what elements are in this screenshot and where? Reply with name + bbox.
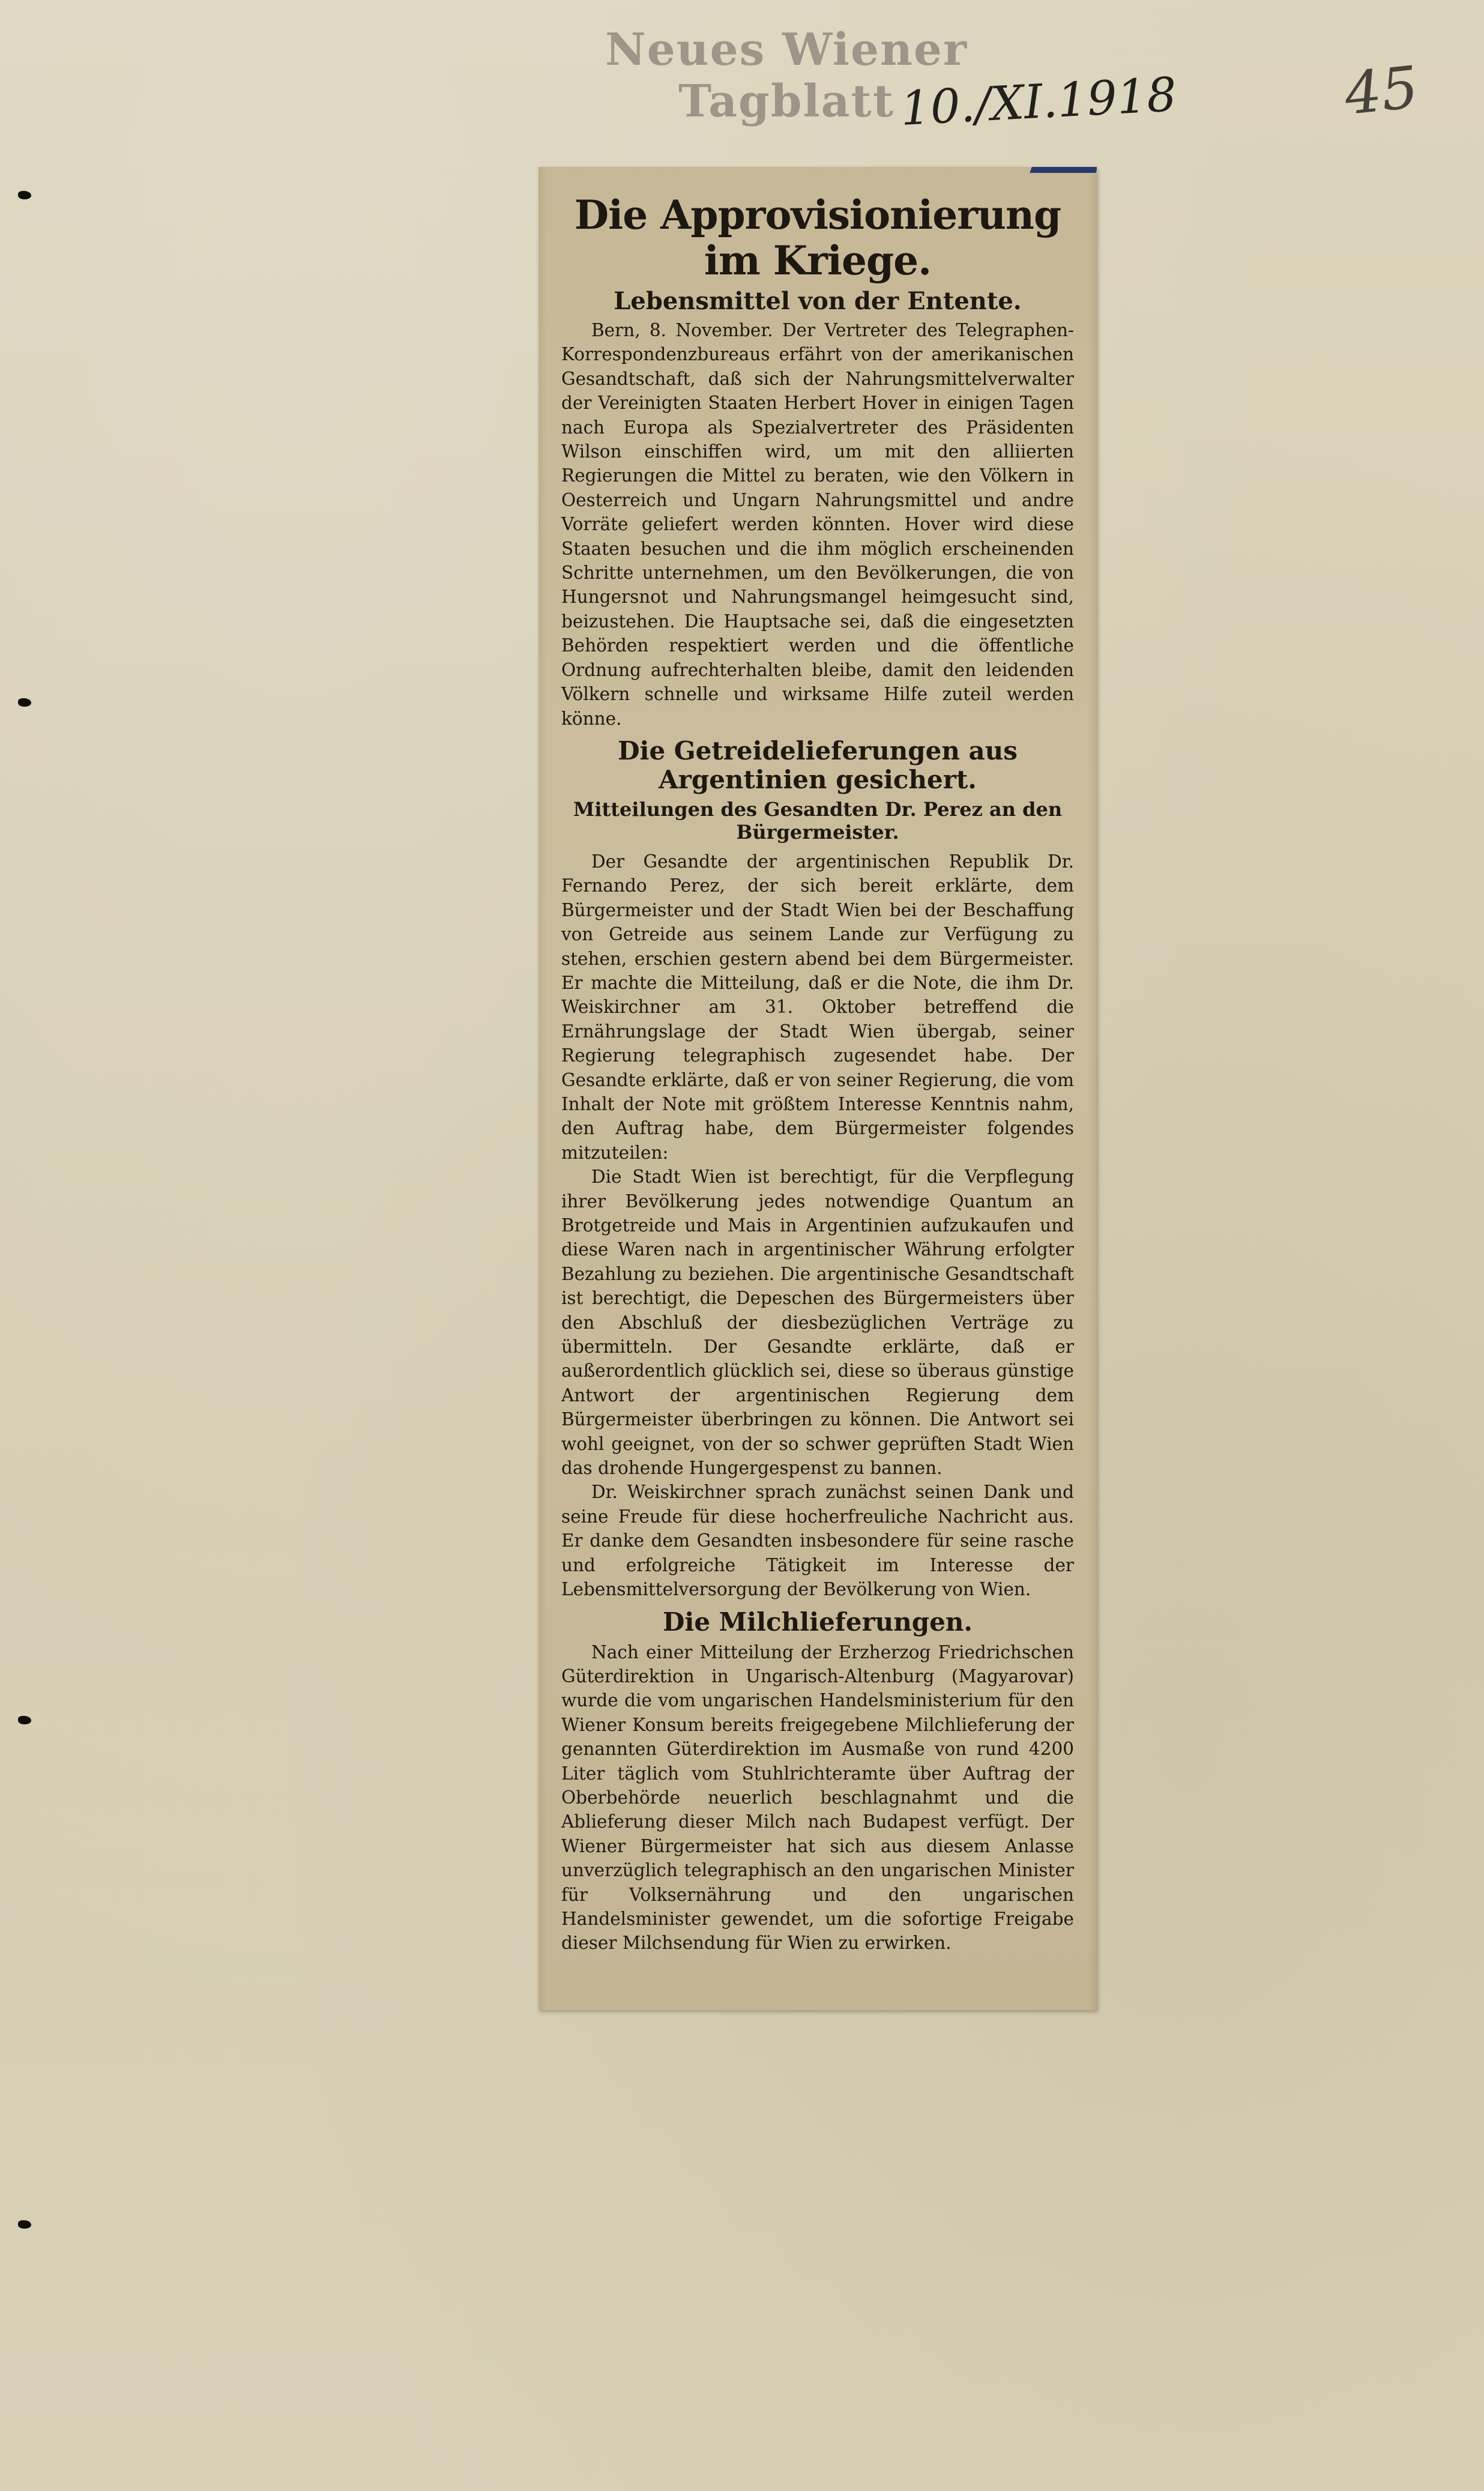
newspaper-clipping (538, 167, 1097, 2010)
section-argentina-grain (561, 737, 1074, 1602)
handwritten-date: 10./XI.1918 (899, 68, 1178, 136)
section-title: Lebensmittel von der Entente. (614, 287, 1022, 315)
section-title: Die Milchlieferungen. (662, 1607, 973, 1637)
section-body: Nach einer Mitteilung der Erzherzog Friedrichschen Güterdirektion in Ungarisch-Altenburg (Magyarovar) wurde die vom ungarischen Handelsministerium für den Wiener Konsum bereits freigegebene Milchlieferung der genannten Güterdirektion im Ausmaße von rund 4200 Liter täglich vom Stuhlrichteramte über Auftrag der Oberbehörde neuerlich beschlagnahmt und die Ablieferung dieser Milch nach Budapest verfügt. Der Wiener Bürgermeister hat sich aus diesem Anlasse unverzüglich telegraphisch an den ungarischen Minister für Volksernährung und den ungarischen Handelsminister gewendet, um die sofortige Freigabe dieser Milchsendung für Wien zu erwirken. (561, 1641, 1074, 1954)
binding-hole-mark (18, 698, 31, 707)
section-subtitle: Mitteilungen des Gesandten Dr. Perez an den Bürgermeister. (573, 797, 1063, 844)
article-headline: Die Approvisionierung im Kriege. (574, 192, 1061, 284)
clipping-corner-mark (1030, 167, 1097, 173)
handwritten-page-number: 45 (1341, 53, 1422, 128)
section-body: Bern, 8. November. Der Vertreter des Telegraphen-Korrespondenzbureaus erfährt von der amerikanischen Gesandtschaft, daß sich der Nahrungsmittelverwalter der Vereinigten Staaten Herbert Hover in einigen Tagen nach Europa als Spezialvertreter des Präsidenten Wilson einschiffen wird, um mit den alliierten Regierungen die Mittel zu beraten, wie den Völkern in Oesterreich und Ungarn Nahrungsmittel und andre Vorräte geliefert werden könnten. Hover wird diese Staaten besuchen und die ihm möglich erscheinenden Schritte unternehmen, um den Bevölkerungen, die von Hungersnot und Nahrungsmangel heimgesucht sind, beizustehen. Die Hauptsache sei, daß die eingesetzten Behörden respektiert werden und die öffentliche Ordnung aufrechterhalten bleibe, damit den leidenden Völkern schnelle und wirksame Hilfe zuteil werden könne. (561, 320, 1074, 729)
section-entente-food (561, 287, 1074, 731)
binding-hole-mark (18, 2220, 31, 2229)
section-title: Die Getreidelieferungen aus Argentinien gesichert. (618, 735, 1018, 794)
binding-hole-mark (18, 191, 31, 199)
binding-hole-mark (18, 1716, 31, 1724)
section-milk-deliveries (561, 1608, 1074, 1955)
newspaper-name-stamp: Neues Wiener Tagblatt (605, 24, 968, 127)
section-paragraph: Dr. Weiskirchner sprach zunächst seinen Dank und seine Freude für diese hocherfreuliche Nachricht aus. Er danke dem Gesandten insbesondere für seine rasche und erfolgreiche Tätigkeit im Interesse der Lebensmittelversorgung der Bevölkerung von Wien. (561, 1482, 1074, 1600)
section-paragraph: Der Gesandte der argentinischen Republik Dr. Fernando Perez, der sich bereit erklärte, dem Bürgermeister und der Stadt Wien bei der Beschaffung von Getreide aus seinem Lande zur Verfügung zu stehen, erschien gestern abend bei dem Bürgermeister. Er machte die Mitteilung, daß er die Note, die ihm Dr. Weiskirchner am 31. Oktober betreffend die Ernährungslage der Stadt Wien übergab, seiner Regierung telegraphisch zugesendet habe. Der Gesandte erklärte, daß er von seiner Regierung, die vom Inhalt der Note mit größtem Interesse Kenntnis nahm, den Auftrag habe, dem Bürgermeister folgendes mitzuteilen: (561, 851, 1074, 1163)
section-paragraph: Die Stadt Wien ist berechtigt, für die Verpflegung ihrer Bevölkerung jedes notwendige Quantum an Brotgetreide und Mais in Argentinien aufzukaufen und diese Waren nach in argentinischer Währung erfolgter Bezahlung zu beziehen. Die argentinische Gesandtschaft ist berechtigt, die Depeschen des Bürgermeisters über den Abschluß der diesbezüglichen Verträge zu übermitteln. Der Gesandte erklärte, daß er außerordentlich glücklich sei, diese so überaus günstige Antwort der argentinischen Regierung dem Bürgermeister überbringen zu können. Die Antwort sei wohl geeignet, von der so schwer geprüften Stadt Wien das drohende Hungergespenst zu bannen. (561, 1167, 1074, 1479)
